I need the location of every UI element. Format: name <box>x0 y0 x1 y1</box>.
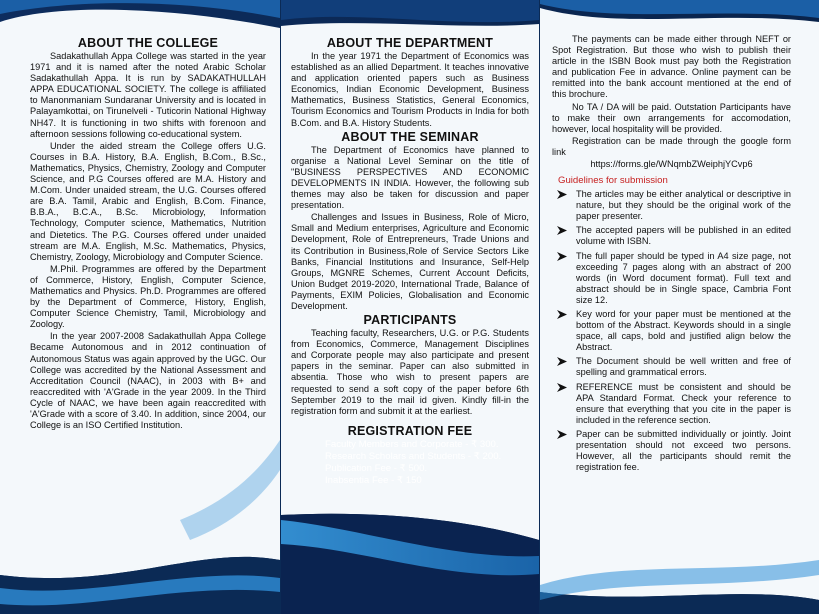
bullet-arrow-icon <box>556 309 568 320</box>
college-paragraph-3: M.Phil. Programmes are offered by the Department of Commerce, History, English, Computer Science, Mathematics and Physics. Ph.D. Programmes are offered by the Department of Commerce, History, English, Computer Science Chemistry, Tamil, Microbiology and Zoology. <box>30 263 266 330</box>
fee-item: Inabsentia Fee - ₹ 150 <box>325 474 422 486</box>
registration-fee-list <box>325 439 529 487</box>
fee-item: Research Scholars and Students - ₹ 200. <box>325 450 502 462</box>
guideline-text: The Document should be well written and free of spelling and grammatical errors. <box>576 356 791 378</box>
seminar-paragraph-2: Challenges and Issues in Business, Role of Micro, Small and Medium enterprises, Agriculture and Economic Development, Role of Entrepreneurs, Trade Unions and its Contribution in Business,Role of Service Sectors Like Banks, Financial Institutions and Insurance, Self-Help Groups, MGNRE Schemes, Current Account Deficits, Union Budget 2019-2020, International Trade, Balance of Payments, EXIM Policies, Globalisation and Economic Development. <box>291 212 529 311</box>
registration-fee-heading: REGISTRATION FEE <box>347 423 473 438</box>
college-heading: ABOUT THE COLLEGE <box>77 36 219 50</box>
guideline-item <box>552 189 791 222</box>
payment-paragraph-1: The payments can be made either through NEFT or Spot Registration. But those who wish to publish their article in the ISBN Book must pay both the Registration and publication Fee in advance. Online payment can be remitted into the bank account mentioned at the end of this brochure. <box>552 34 791 100</box>
college-paragraph-1: Sadakathullah Appa College was started in the year 1971 and it is named after the noted Arabic Scholar Sadakathullah Appa. It is run by SADAKATHULLAH APPA EDUCATIONAL SOCIETY. The college is affiliated to Manonmaniam Sundaranar University and is located in Palayamkottai, on Tirunelveli - Tuticorin National Highway NH47. It is functioning in two shifts with forenoon and afternoon sessions following co-educational system. <box>30 51 266 139</box>
google-form-link[interactable]: https://forms.gle/WNqmbZWeiphjYCvp6 <box>590 159 753 170</box>
guideline-text: Key word for your paper must be mentioned at the bottom of the Abstract. Keywords should in a single space, all caps, bold and justified align below the Abstract. <box>576 308 791 353</box>
department-paragraph: In the year 1971 the Department of Economics was established as an allied Department. It teaches innovative and application oriented papers such as Business Economics, Indian Economic Development, Business Mathematics, Business Statistics, General Economics, Tourism Economics and Tourism Products in India for both B.Com. and B.A. History Students. <box>291 51 529 128</box>
panel-about-college <box>0 0 280 614</box>
department-heading: ABOUT THE DEPARTMENT <box>326 36 494 50</box>
payment-paragraph-2: No TA / DA will be paid. Outstation Participants have to make their own arrangements for accomodation, however, local hospitality will be provided. <box>552 101 791 134</box>
participants-paragraph: Teaching faculty, Researchers, U.G. or P.G. Students from Economics, Commerce, Management Disciplines and Corporate people may also participate and present papers in the seminar. Paper can also submitted in absentia. Those who wish to present papers are requested to send a soft copy of the paper before 6th September 2019 to the mail id given. Kindly fill-in the registration form and submit it at the earliest. <box>291 328 529 416</box>
bullet-arrow-icon <box>556 189 568 200</box>
bullet-arrow-icon <box>556 382 568 393</box>
guideline-text: The articles may be either analytical or descriptive in nature, but they should be the original work of the paper presenter. <box>576 189 791 222</box>
fee-item: Publication Fee - ₹ 500. <box>325 462 428 474</box>
panel-guidelines <box>540 0 819 614</box>
panel-department-seminar <box>281 0 539 614</box>
guideline-text: The accepted papers will be published in an edited volume with ISBN. <box>576 225 791 247</box>
payment-paragraph-3: Registration can be made through the google form link <box>552 135 791 157</box>
seminar-heading: ABOUT THE SEMINAR <box>341 129 479 144</box>
guidelines-heading: Guidelines for submission <box>558 175 668 187</box>
guideline-item <box>552 429 791 473</box>
seminar-paragraph-1: The Department of Economics have planned to organise a National Level Seminar on the title of "BUSINESS PERSPECTIVES AND ECONOMIC DEVELOPMENTS IN INDIA. However, the following sub themes may also be taken for discussion and paper presentation. <box>291 144 529 211</box>
guideline-item <box>552 382 791 426</box>
bullet-arrow-icon <box>556 225 568 236</box>
guideline-text: REFERENCE must be consistent and should be APA Standard Format. Check your reference to ensure that everything that you cite in the paper is included in the reference section. <box>576 381 791 425</box>
guideline-item <box>552 251 791 306</box>
guideline-text: Paper can be submitted individually or jointly. Joint presentation should not exceed two persons. However, all the participants should remit the registration fee. <box>576 428 791 473</box>
bullet-arrow-icon <box>556 251 568 262</box>
participants-heading: PARTICIPANTS <box>363 313 457 328</box>
bullet-arrow-icon <box>556 356 568 367</box>
guideline-item <box>552 309 791 353</box>
college-paragraph-4: In the year 2007-2008 Sadakathullah Appa College Became Autonomous and in 2012 continuation of Autonomous Status was again approved by the UGC. Our College was accredited by the National Assessment and Accreditation Council (NAAC), in 2003 with B+ and reaccredited with 'A'Grade in the year 2009. In the Third Cycle of NAAC, we have been again reaccredited with 'A'Grade with a score of 3.40. In addition, since 2004, our College is an ISO Certified Institution. <box>30 331 266 431</box>
bullet-arrow-icon <box>556 429 568 440</box>
guideline-item <box>552 225 791 247</box>
fee-item: Faculty Members and Corporate - ₹ 300. <box>325 438 499 450</box>
college-paragraph-2: Under the aided stream the College offers U.G. Courses in B.A. History, B.A. English, B.Com., B.Sc., Mathematics, Physics, Chemistry, Zoology and Computer Science, and P.G Courses offered are M.A. History and M.Com. Under unaided stream, the U.G. Courses offered are B.A. Tamil, Arabic and English, B.Com. Finance, B.B.A., B.C.A., B.Sc. Microbiology, Information Technology, Computer science, Mathematics, Nutrition and Dietetics. The P.G. Courses offered under unaided stream are M.A. English, M.Sc. Mathematics, Physics, Chemistry, Zoology, Microbiology and Computer Science. <box>30 140 266 262</box>
guideline-text: The full paper should be typed in A4 size page, not exceeding 7 pages along with an abstract of 200 words (in Word document format). Full text and abstract should be in Single space, Cambria Font size 12. <box>576 250 791 305</box>
guideline-item <box>552 356 791 378</box>
